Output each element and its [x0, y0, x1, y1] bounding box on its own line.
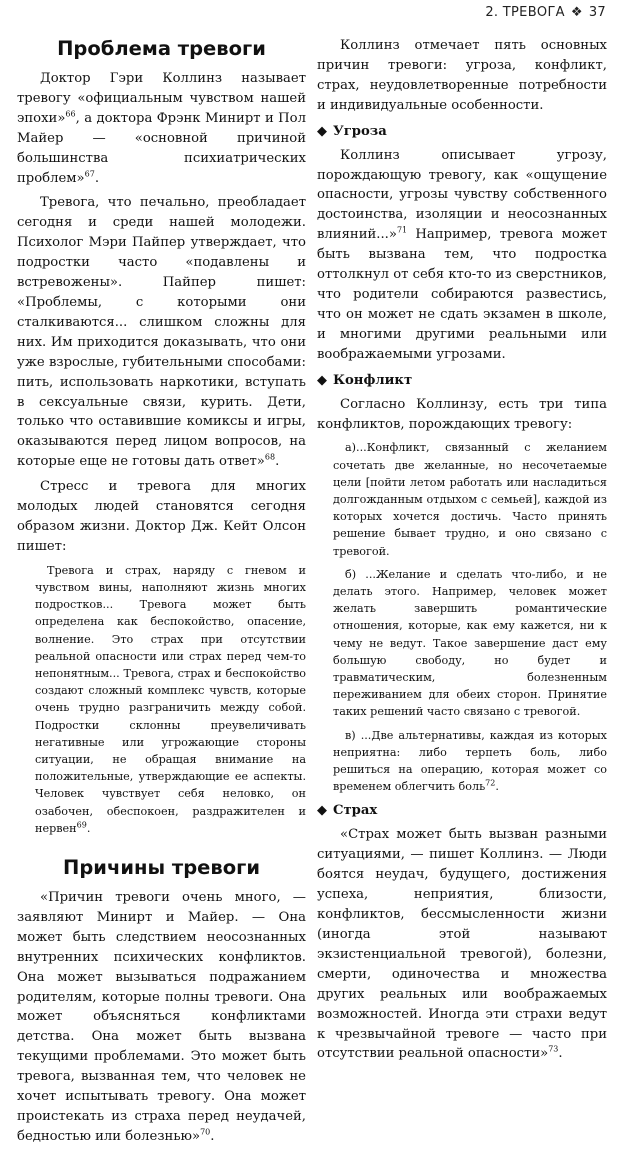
footnote-ref: 66: [65, 109, 76, 119]
ornament-separator: ❖: [570, 5, 583, 20]
page-number: 37: [588, 5, 606, 20]
footnote-ref: 71: [396, 225, 408, 235]
footnote-ref: 72: [485, 778, 496, 788]
paragraph: Тревога, что печально, преобладает сегодня и среди нашей молодежи. Психолог Мэри Пайпер утверждает, что подростки часто «подавлены и встревожены». Пайпер пишет: «Проблемы, с которыми они сталкиваются... слишком сложны для них. Им приходится доказывать, что они уже взрослые, губительными способами: пить, использовать наркотики, вступать в сексуальные связи, курить. Дети, только что оставившие комиксы и игры, оказываются перед лицом вопросов, на которые еще не готовы дать ответ»$^{68}$.: [17, 195, 306, 470]
subheading-fear: ◆ Страх: [317, 801, 607, 821]
block-quote-b: б) ...Желание и сделать что-либо, и не делать этого. Например, человек может желать завершить романтические отношения, которые, как ему кажется, ни к чему не ведут. Такое завершение даст ему большую свободу, но будет и травматическим, болезненным переживанием для обеих сторон. Принятие таких решений часто связано с тревогой.: [333, 567, 607, 719]
subheading-conflict: ◆ Конфликт: [317, 371, 607, 391]
running-header: [485, 2, 606, 24]
diamond-bullet-icon: ◆: [317, 123, 327, 139]
paragraph: Согласно Коллинзу, есть три типа конфликтов, порождающих тревогу:: [317, 396, 607, 432]
section-heading-problem: Проблема тревоги: [57, 37, 266, 60]
paragraph: Стресс и тревога для многих молодых людей становятся сегодня образом жизни. Доктор Дж. Кейт Олсон пишет:: [17, 479, 306, 554]
right-column: [317, 36, 607, 1069]
subheading-threat: ◆ Угроза: [317, 122, 607, 142]
diamond-bullet-icon: ◆: [317, 372, 327, 388]
diamond-bullet-icon: ◆: [317, 803, 327, 819]
paragraph: «Страх может быть вызван разными ситуациями, — пишет Коллинз. — Люди боятся неудач, будущего, достижения успеха, неприятия, близости, конфликтов, бессмысленности жизни (иногда этой называют экзистенциальной тревогой), болезни, смерти, одиночества и множества других реальных или воображаемых возможностей. Иногда эти страхи ведут к чрезвычайной тревоге — часто при отсутствии реальной опасности»$^{73}$.: [317, 827, 607, 1062]
block-quote-c: в) ...Две альтернативы, каждая из которых неприятна: либо терпеть боль, либо решиться на операцию, которая может со временем облегчить боль$^{72}$.: [333, 728, 607, 794]
chapter-title: 2. ТРЕВОГА: [485, 5, 565, 20]
paragraph: Доктор Гэри Коллинз называет тревогу «официальным чувством нашей эпохи»$^{66}$, а доктора Фрэнк Минирт и Пол Майер — «основной причиной большинства психиатрических проблем»$^{67}$.: [17, 71, 306, 186]
footnote-ref: 73: [548, 1045, 559, 1055]
footnote-ref: 69: [76, 820, 87, 830]
paragraph: Коллинз отмечает пять основных причин тревоги: угроза, конфликт, страх, неудовлетворенные потребности и индивидуальные особенности.: [317, 38, 607, 113]
footnote-ref: 70: [200, 1127, 211, 1137]
paragraph: Коллинз описывает угрозу, порождающую тревогу, как «ощущение опасности, угрозы чувству собственного достоинства, изоляции и неосознанных влияний...»$^{71}$ Например, тревога может быть вызвана тем, что подростка оттолкнул от себя кто-то из сверстников, что родители собираются развестись, что он может не сдать экзамен в школе, и многими другими реальными или воображаемыми угрозами.: [317, 147, 607, 362]
footnote-ref: 68: [264, 452, 276, 462]
left-column: [17, 36, 306, 1152]
paragraph: «Причин тревоги очень много, — заявляют Минирт и Майер. — Она может быть следствием неосознанных внутренних психических конфликтов. Она может вызываться подражанием родителям, которые полны тревоги. Она может объясняться конфликтами детства. Она может быть вызвана текущими проблемами. Это может быть тревога, вызванная тем, что человек не хочет испытывать тревогу. Она может проистекать из страха перед неудачей, бедностью или болезнью»$^{70}$.: [17, 890, 306, 1144]
section-heading-causes: Причины тревоги: [63, 856, 260, 879]
block-quote-a: а)...Конфликт, связанный с желанием сочетать две желанные, но несочетаемые цели [пойти летом работать или насладиться долгожданным отдыхом с семьей], каждой из которых хочется достичь. Часто принять решение бывает трудно, и оно связано с тревогой.: [333, 441, 607, 558]
footnote-ref: 67: [84, 169, 95, 179]
block-quote: Тревога и страх, наряду с гневом и чувством вины, наполняют жизнь многих подростков... Тревога может быть определена как беспокойство, опасение, волнение. Это страх при отсутствии реальной опасности или страх перед чем-то непонятным... Тревога, страх и беспокойство создают сложный комплекс чувств, которые очень трудно разграничить между собой. Подростки склонны преувеличивать негативные или угрожающие стороны ситуации, не обращая внимание на положительные, утверждающие ее аспекты. Человек чувствует себя неловко, он озабочен, обеспокоен, раздражителен и нервен$^{69}$.: [35, 563, 306, 835]
